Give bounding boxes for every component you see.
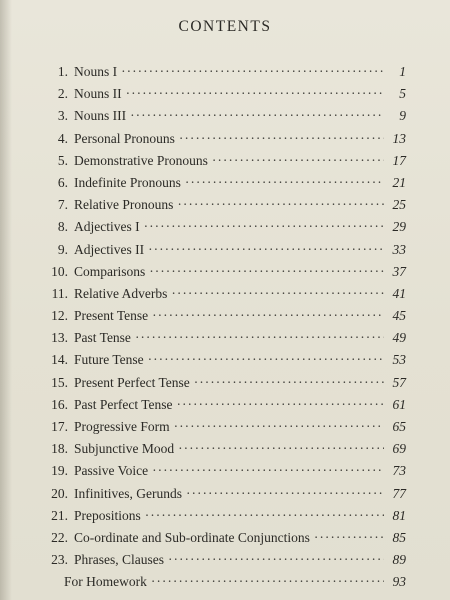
- toc-entry-page-number: 21: [392, 174, 406, 190]
- toc-entry-number: 3.: [57, 108, 68, 124]
- dot-leader: [185, 175, 384, 191]
- toc-entry-title: Progressive Form: [74, 419, 170, 434]
- toc-entry-title: Past Tense: [74, 330, 131, 346]
- dot-leader: [174, 419, 384, 435]
- dot-leader: [186, 486, 384, 502]
- toc-entry: [40, 175, 406, 197]
- dot-leader: [148, 242, 384, 258]
- dot-leader: [152, 308, 384, 324]
- toc-entry-number: 20.: [51, 485, 68, 501]
- toc-entry-number: 13.: [51, 330, 68, 346]
- toc-entry-number: 17.: [51, 419, 68, 434]
- toc-entry-page-number: 85: [392, 529, 406, 545]
- toc-entry-page-number: 33: [392, 241, 406, 257]
- toc-entry-number: 2.: [57, 86, 68, 102]
- toc-entry: [40, 108, 406, 130]
- dot-leader: [212, 153, 384, 169]
- toc-entry-number: 14.: [51, 352, 68, 368]
- toc-entry-number: 11.: [51, 285, 68, 301]
- dot-leader: [126, 86, 384, 102]
- page-edge-shadow: [0, 0, 12, 600]
- toc-entry-title: Present Perfect Tense: [74, 374, 190, 390]
- toc-entry-number: 15.: [51, 374, 68, 390]
- toc-entry-page-number: 93: [392, 574, 406, 590]
- toc-entry-number: 1.: [57, 64, 68, 79]
- toc-entry-page-number: 81: [392, 507, 406, 523]
- toc-entry-title: Past Perfect Tense: [74, 396, 173, 412]
- toc-entry-page-number: 77: [392, 485, 406, 501]
- toc-entry-title: Demonstrative Pronouns: [74, 152, 208, 168]
- toc-entry-number: 22.: [51, 529, 68, 545]
- toc-entry-page-number: 57: [392, 374, 406, 390]
- dot-leader: [148, 352, 384, 368]
- toc-entry-number: 5.: [57, 152, 68, 168]
- toc-entry-number: 6.: [57, 174, 68, 190]
- toc-entry-title: Future Tense: [74, 352, 144, 368]
- toc-entry-page-number: 1: [399, 64, 406, 79]
- dot-leader: [135, 330, 384, 346]
- dot-leader: [314, 530, 384, 546]
- toc-entry: [40, 242, 406, 264]
- toc-entry: [40, 375, 406, 397]
- toc-entry-page-number: 13: [392, 130, 406, 146]
- toc-entry-page-number: 73: [392, 463, 406, 479]
- dot-leader: [145, 508, 384, 524]
- dot-leader: [178, 441, 384, 457]
- dot-leader: [177, 197, 384, 213]
- toc-entry: [40, 86, 406, 108]
- toc-entry: [40, 463, 406, 485]
- toc-entry: [40, 308, 406, 330]
- toc-entry-title: Adjectives II: [74, 241, 145, 257]
- toc-entry-page-number: 65: [392, 419, 406, 434]
- toc-entry-page-number: 17: [392, 152, 406, 168]
- toc-entry-title: Relative Pronouns: [74, 197, 174, 213]
- toc-entry: [40, 397, 406, 419]
- toc-entry-title: Nouns I: [74, 64, 118, 79]
- toc-entry: [40, 552, 406, 574]
- toc-entry-page-number: 9: [399, 108, 406, 124]
- toc-entry-title: Passive Voice: [74, 463, 149, 479]
- toc-entry-number: 19.: [51, 463, 68, 479]
- toc-entry-number: 4.: [57, 130, 68, 146]
- dot-leader: [144, 219, 384, 235]
- toc-entry: [40, 219, 406, 241]
- toc-entry: [40, 131, 406, 153]
- toc-entry-number: 10.: [51, 263, 68, 279]
- toc-entry-title: Comparisons: [74, 263, 146, 279]
- dot-leader: [149, 264, 384, 280]
- toc-entry-title: Phrases, Clauses: [74, 552, 164, 568]
- toc-entry: [40, 197, 406, 219]
- toc-entry-title: Nouns III: [74, 108, 127, 124]
- toc-entry-page-number: 61: [392, 396, 406, 412]
- toc-entry: [40, 64, 406, 86]
- toc-entry: [40, 419, 406, 441]
- toc-entry: [40, 264, 406, 286]
- toc-entry: [40, 330, 406, 352]
- toc-entry-number: 8.: [57, 219, 68, 235]
- toc-entry: [40, 486, 406, 508]
- dot-leader: [171, 286, 384, 302]
- toc-entry: [40, 153, 406, 175]
- toc-entry-page-number: 89: [392, 552, 406, 568]
- toc-entry-title: Adjectives I: [74, 219, 140, 235]
- toc-entry-page-number: 41: [392, 285, 406, 301]
- toc-entry-number: 9.: [57, 241, 68, 257]
- toc-entry-title: Present Tense: [74, 308, 149, 324]
- toc-entry: [40, 441, 406, 463]
- toc-entry-title: Infinitives, Gerunds: [74, 485, 182, 501]
- dot-leader: [179, 131, 384, 147]
- toc-entry-page-number: 45: [392, 308, 406, 324]
- dot-leader: [168, 552, 384, 568]
- dot-leader: [151, 574, 384, 590]
- toc-entry: [40, 574, 406, 596]
- toc-entry-title: Relative Adverbs: [74, 285, 168, 301]
- dot-leader: [152, 463, 384, 479]
- toc-entry-title: Personal Pronouns: [74, 130, 175, 146]
- toc-entry-page-number: 69: [392, 441, 406, 457]
- toc-entry-title: Prepositions: [74, 507, 141, 523]
- toc-entry-page-number: 53: [392, 352, 406, 368]
- toc-entry-number: 21.: [51, 507, 68, 523]
- toc-entry-page-number: 5: [399, 86, 406, 102]
- toc-entry-title: Subjunctive Mood: [74, 441, 175, 457]
- toc-entry-title: Co-ordinate and Sub-ordinate Conjunctions: [74, 529, 310, 545]
- table-of-contents: [40, 64, 406, 597]
- toc-entry: [40, 352, 406, 374]
- toc-entry-page-number: 29: [392, 219, 406, 235]
- dot-leader: [130, 108, 384, 124]
- toc-entry-number: 12.: [51, 308, 68, 324]
- toc-entry: [40, 508, 406, 530]
- toc-entry-title: Indefinite Pronouns: [74, 174, 181, 190]
- toc-entry: [40, 286, 406, 308]
- toc-entry-page-number: 25: [392, 197, 406, 213]
- dot-leader: [194, 375, 384, 391]
- toc-entry-title: Nouns II: [74, 86, 122, 102]
- toc-entry: [40, 530, 406, 552]
- toc-entry-page-number: 37: [392, 263, 406, 279]
- toc-entry-title: For Homework: [64, 574, 147, 590]
- page-title: CONTENTS: [178, 18, 272, 35]
- dot-leader: [177, 397, 384, 413]
- toc-entry-number: 7.: [57, 197, 68, 213]
- toc-entry-page-number: 49: [392, 330, 406, 346]
- toc-entry-number: 23.: [51, 552, 68, 568]
- dot-leader: [121, 64, 384, 80]
- toc-entry-number: 16.: [51, 396, 68, 412]
- toc-entry-number: 18.: [51, 441, 68, 457]
